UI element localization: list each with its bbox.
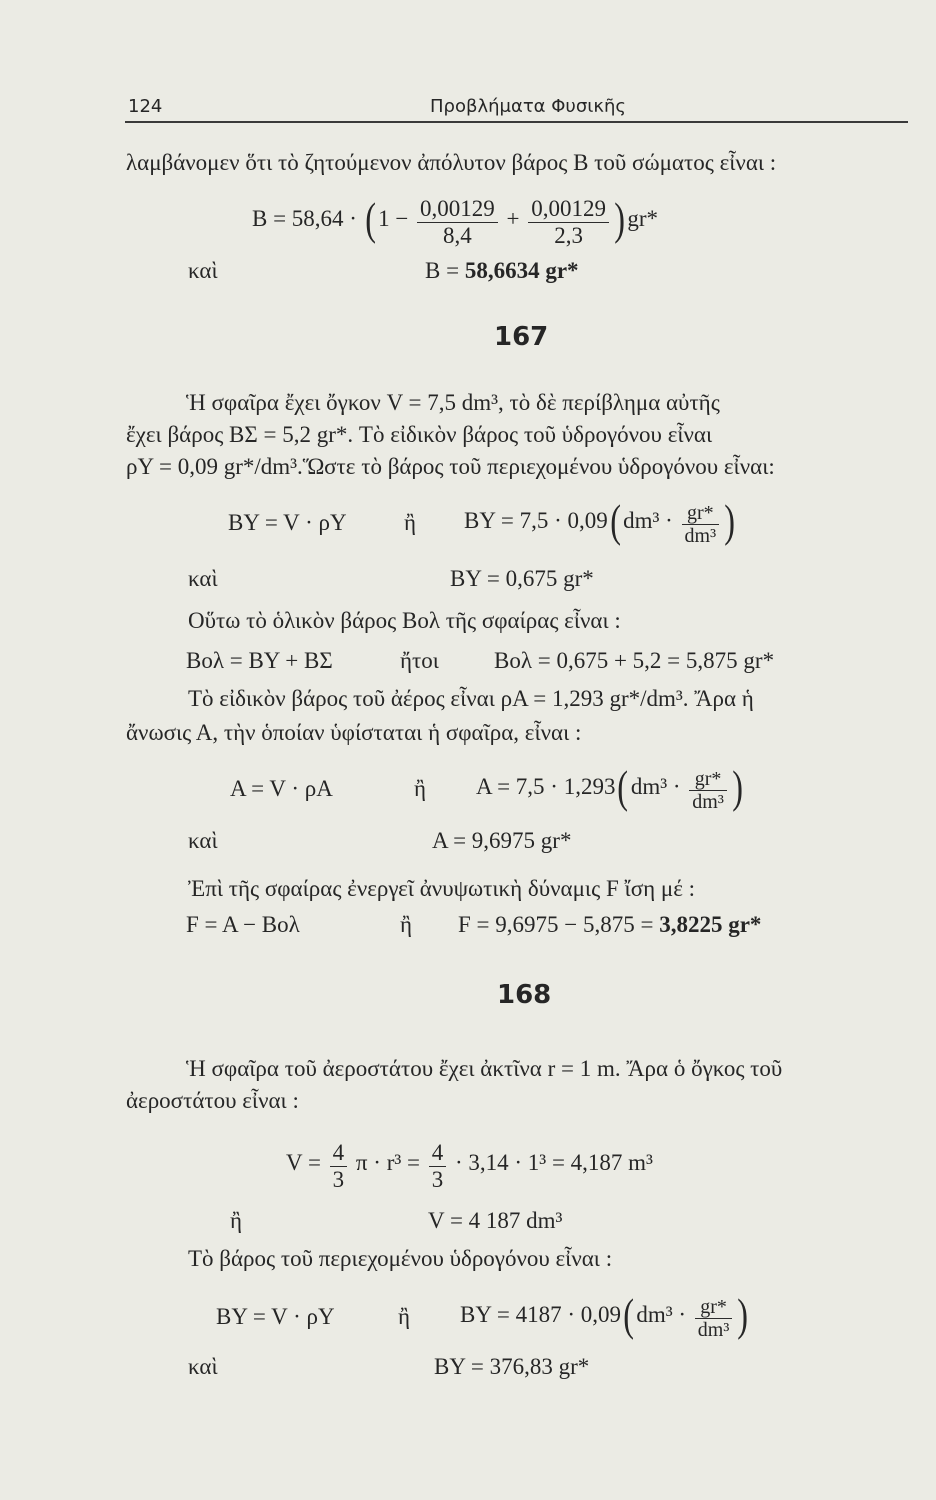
or-5: ἢ — [398, 1304, 411, 1329]
kai-2: καὶ — [188, 566, 218, 591]
eq-by2-left: BY = V · ρY — [216, 1304, 335, 1329]
p167-line-4: Οὕτω τὸ ὁλικὸν βάρος Βολ τῆς σφαίρας εἶναι : — [188, 608, 621, 633]
eq-by2-result: BY = 376,83 gr* — [434, 1354, 590, 1379]
p167-line-1: Ἡ σφαῖρα ἔχει ὄγκον V = 7,5 dm³, τὸ δὲ περίβλημα αὐτῆς — [186, 390, 720, 415]
fraction-1: $\frac{0,00129}{8,4}$ — [417, 196, 498, 249]
eq-a-result: A = 9,6975 gr* — [432, 828, 572, 853]
eq-bol-left: Bολ = BY + BΣ — [186, 648, 333, 673]
equation-b: B = 58,64 · (1 − $\frac{0,00129}{8,4}$ + $\frac{0,00129}{2,3}$ )gr* — [252, 192, 659, 248]
eq-unit: gr* — [627, 205, 659, 231]
fraction-gr-dm: $\frac{gr*}{\text{dm³}}$ — [682, 502, 720, 547]
fraction-2: $\frac{0,00129}{2,3}$ — [528, 196, 609, 249]
eq-v2: V = 4 187 dm³ — [428, 1208, 563, 1233]
or-4: ἢ — [230, 1208, 243, 1233]
running-title: Προβλήματα Φυσικῆς — [430, 96, 626, 117]
eq-by-left: BY = V · ρY — [228, 510, 347, 535]
or-1: ἢ — [404, 510, 417, 535]
or-3: ἢ — [400, 912, 413, 937]
fraction-gr-dm-2: $\frac{gr*}{\text{dm³}}$ — [689, 768, 727, 813]
p167-line-2: ἔχει βάρος ΒΣ = 5,2 gr*. Τὸ εἰδικὸν βάρος τοῦ ὑδρογόνου εἶναι — [126, 422, 713, 447]
eq-f-left: F = A − Bολ — [186, 912, 300, 937]
p167-line-7: Ἐπὶ τῆς σφαίρας ἐνεργεῖ ἀνυψωτικὴ δύναμις F ἴση μέ : — [188, 876, 695, 901]
eq-f-right: F = 9,6975 − 5,875 = 3,8225 gr* — [458, 912, 762, 937]
p168-line-1: Ἡ σφαῖρα τοῦ ἀεροστάτου ἔχει ἀκτῖνα r = 1 m. Ἄρα ὁ ὄγκος τοῦ — [186, 1056, 783, 1081]
eq-plus: + — [506, 205, 520, 231]
p168-line-2: ἀεροστάτου εἶναι : — [126, 1088, 299, 1113]
eq-bol-right: Bολ = 0,675 + 5,2 = 5,875 gr* — [494, 648, 775, 673]
fraction-gr-dm-3: $\frac{gr*}{\text{dm³}}$ — [695, 1296, 733, 1341]
itoi: ἤτοι — [400, 648, 439, 673]
kai-3: καὶ — [188, 828, 218, 853]
p167-line-5: Τὸ εἰδικὸν βάρος τοῦ ἀέρος εἶναι ρA = 1,293 gr*/dm³. Ἄρα ἡ — [188, 686, 754, 711]
eq-by-right: BY = 7,5 · 0,09(dm³ · $\frac{gr*}{\text{dm³}}$ ) — [464, 494, 736, 547]
eq-by-result: BY = 0,675 gr* — [450, 566, 594, 591]
problem-167-number: 167 — [494, 322, 549, 352]
problem-168-number: 168 — [497, 980, 552, 1010]
fraction-four-thirds-2: $\frac{4}{3}$ — [429, 1140, 447, 1193]
p168-line-3: Τὸ βάρος τοῦ περιεχομένου ὑδρογόνου εἶναι : — [188, 1246, 613, 1271]
p167-line-3: ρY = 0,09 gr*/dm³.Ὥστε τὸ βάρος τοῦ περιεχομένου ὑδρογόνου εἶναι: — [126, 454, 775, 479]
eq-v: V = $\frac{4}{3}$ π · r³ = $\frac{4}{3}$ · 3,14 · 1³ = 4,187 m³ — [286, 1140, 653, 1192]
eq-a-left: A = V · ρA — [230, 776, 333, 801]
kai-1: καὶ — [188, 258, 218, 283]
eq-by2-right: BY = 4187 · 0,09(dm³ · $\frac{gr*}{\text{dm³}}$ ) — [460, 1288, 749, 1341]
p167-line-6: ἄνωσις Α, τὴν ὁποίαν ὑφίσταται ἡ σφαῖρα, εἶναι : — [126, 720, 582, 745]
kai-4: καὶ — [188, 1354, 218, 1379]
eq-a-right: A = 7,5 · 1,293(dm³ · $\frac{gr*}{\text{dm³}}$ ) — [476, 760, 743, 813]
eq-lhs: B = 58,64 · — [252, 205, 363, 231]
eq-one-minus: 1 − — [378, 205, 409, 231]
equation-b-result: B = 58,6634 gr* — [425, 258, 579, 283]
or-2: ἢ — [414, 776, 427, 801]
page-number: 124 — [128, 96, 163, 117]
fraction-four-thirds: $\frac{4}{3}$ — [330, 1140, 348, 1193]
header-rule — [125, 121, 908, 123]
intro-line: λαμβάνομεν ὅτι τὸ ζητούμενον ἀπόλυτον βάρος Β τοῦ σώματος εἶναι : — [126, 150, 777, 175]
